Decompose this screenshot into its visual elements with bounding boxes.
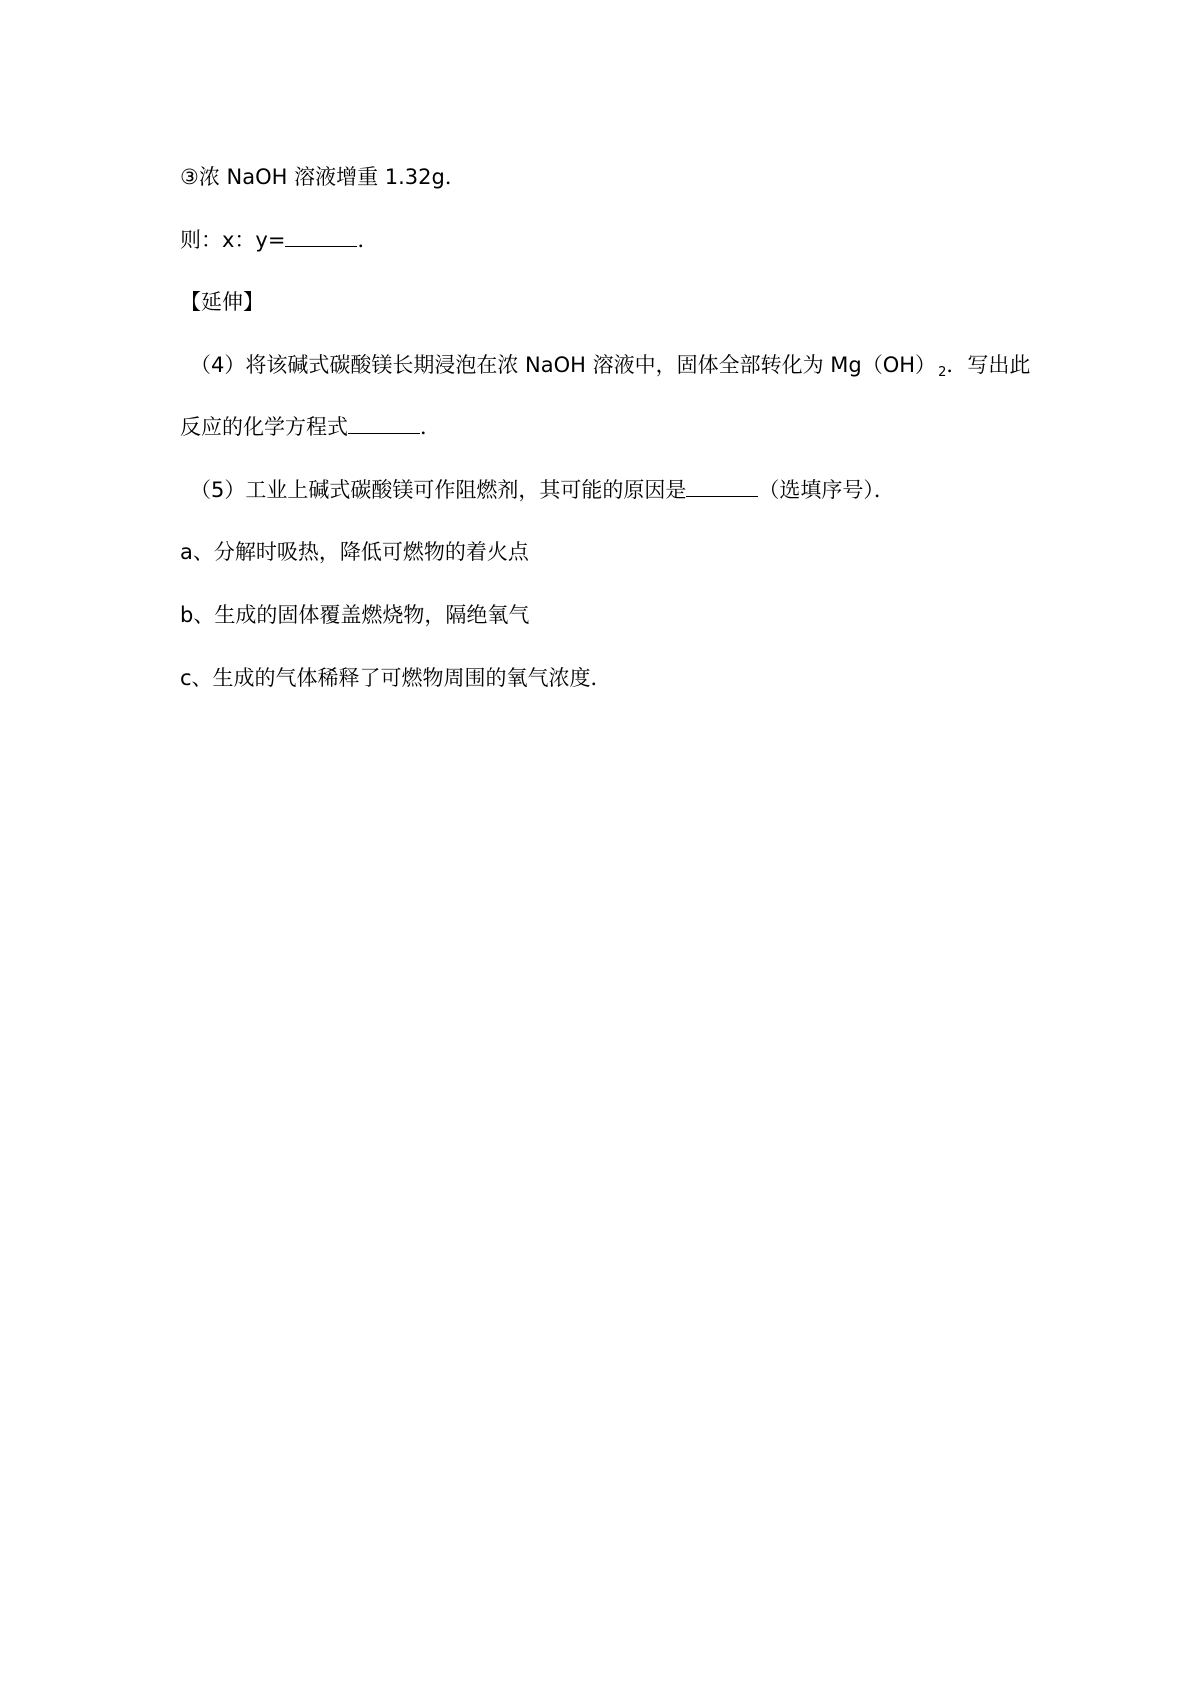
subscript: 2 [938,365,947,380]
option-b [180,601,529,629]
equation-prompt: 反应的化学方程式 [180,415,348,439]
ratio-period: ． [357,228,379,252]
option-a [180,538,529,566]
question-4 [180,351,1030,387]
question-5-suffix: （选填序号）． [758,478,895,502]
question-4-suffix: ．写出此 [946,353,1031,377]
ratio-label: 则：x：y= [180,228,286,252]
line-text: ③浓 NaOH 溶液增重 1.32g． [180,165,466,189]
question-4-text: （4）将该碱式碳酸镁长期浸泡在浓 NaOH 溶液中，固体全部转化为 Mg（OH） [190,353,937,377]
option-text: c、生成的气体稀释了可燃物周围的氧气浓度． [180,666,612,690]
measurement-naoh-weight-gain [180,163,466,191]
ratio-question [180,226,378,254]
option-c [180,664,612,692]
answer-blank [348,413,420,434]
option-text: b、生成的固体覆盖燃烧物，隔绝氧气 [180,603,530,627]
section-heading-extension [180,288,264,316]
question-4-continuation [180,413,441,441]
answer-blank [285,226,357,247]
answer-blank [686,476,758,497]
equation-period: ． [420,415,441,439]
question-5-text: （5）工业上碱式碳酸镁可作阻燃剂，其可能的原因是 [190,478,687,502]
option-text: a、分解时吸热，降低可燃物的着火点 [180,540,529,564]
question-5 [180,476,895,504]
section-title: 【延伸】 [180,290,264,314]
